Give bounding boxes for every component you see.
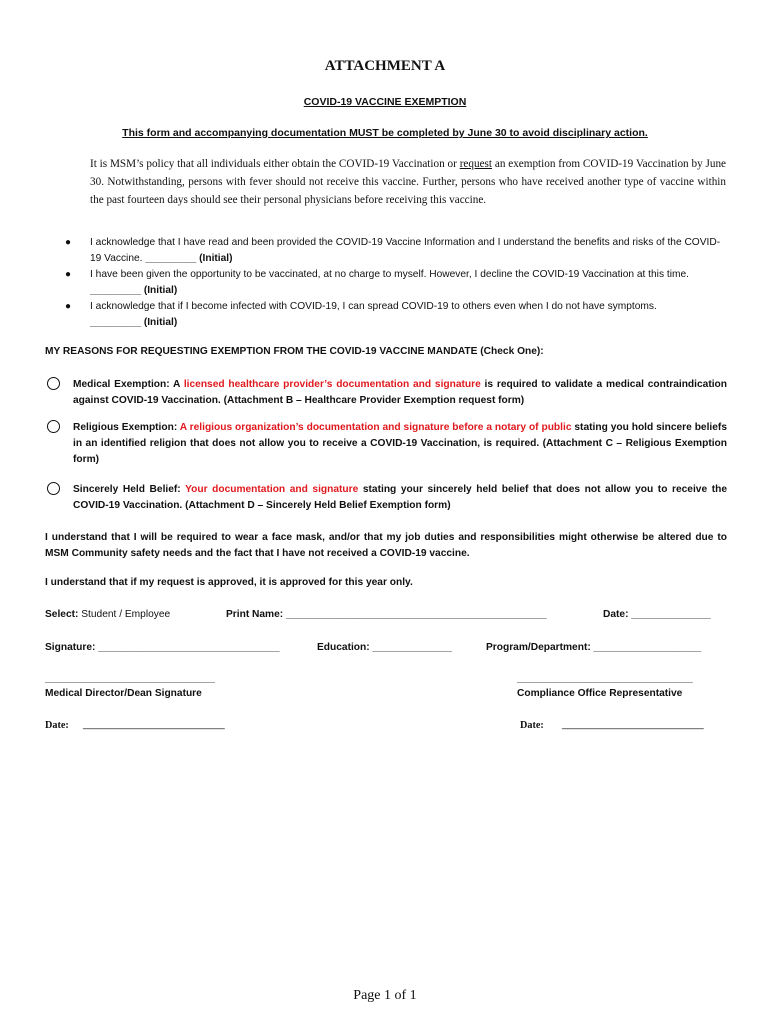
date-left-line[interactable]: _________________________ xyxy=(83,719,225,730)
reasons-heading: MY REASONS FOR REQUESTING EXEMPTION FROM THE COVID-19 VACCINE MANDATE (Check One): xyxy=(45,346,544,357)
option-label: Medical Exemption: A xyxy=(73,379,184,390)
approval-statement: I understand that if my request is approved, it is approved for this year only. xyxy=(45,577,413,588)
date-right-line[interactable]: _________________________ xyxy=(562,719,704,730)
policy-paragraph xyxy=(90,155,726,209)
compliance-signature-label: Compliance Office Representative xyxy=(517,688,683,699)
option-description: is required to validate a medical contraindication against COVID-19 Vaccination. (Attachment B – Healthcare Provider Exemption request form) xyxy=(73,379,727,406)
option-description: stating you hold sincere beliefs in an identified religion that does not allow you to receive a COVID-19 Vaccination, is required. (Attachment C – Religious Exemption form) xyxy=(73,422,727,465)
form-subtitle: COVID-19 VACCINE EXEMPTION xyxy=(303,96,467,108)
medical-exemption-option[interactable] xyxy=(45,377,727,409)
option-description: stating your sincerely held belief that does not allow you to receive the COVID-19 Vaccination. (Attachment D – Sincerely Held Belief Exemption form) xyxy=(73,484,727,511)
option-label: Sincerely Held Belief: xyxy=(73,484,186,495)
acknowledgement-list xyxy=(62,235,730,331)
education-field[interactable]: Education: ______________ xyxy=(317,642,452,653)
acknowledgement-item xyxy=(62,235,730,267)
acknowledgement-text: I have been given the opportunity to be vaccinated, at no charge to myself. However, I decline the COVID-19 Vaccination at this time. xyxy=(90,269,689,280)
radio-icon[interactable] xyxy=(47,377,60,390)
bullet-icon: ● xyxy=(65,269,72,280)
religious-exemption-option[interactable] xyxy=(45,420,727,468)
date-field[interactable]: Date: ______________ xyxy=(603,609,711,620)
bullet-icon: ● xyxy=(65,301,72,312)
initial-field[interactable]: _________ (Initial) xyxy=(90,317,178,328)
compliance-signature-line[interactable]: _______________________________ xyxy=(517,673,693,684)
date-right-label: Date: xyxy=(520,720,544,731)
select-label: Select: xyxy=(45,609,79,620)
initial-field[interactable]: _________ (Initial) xyxy=(145,253,233,264)
option-label: Religious Exemption: xyxy=(73,422,180,433)
option-requirement: Your documentation and signature xyxy=(185,484,359,495)
sincerely-held-belief-option[interactable] xyxy=(45,482,727,514)
acknowledgement-text: I acknowledge that if I become infected with COVID-19, I can spread COVID-19 to others even when I do not have symptoms. xyxy=(90,301,657,312)
bullet-icon: ● xyxy=(65,237,72,248)
dean-signature-line[interactable]: ______________________________ xyxy=(45,673,215,684)
dean-signature-label: Medical Director/Dean Signature xyxy=(45,688,202,699)
deadline-notice: This form and accompanying documentation MUST be completed by June 30 to avoid disciplinary action. xyxy=(122,127,648,139)
select-value[interactable]: Student / Employee xyxy=(81,609,171,620)
attachment-title: ATTACHMENT A xyxy=(324,58,446,74)
policy-request-word: request xyxy=(459,158,493,170)
policy-text-start: It is MSM’s policy that all individuals either obtain the COVID-19 Vaccination or xyxy=(90,158,460,170)
radio-icon[interactable] xyxy=(47,420,60,433)
acknowledgement-item xyxy=(62,299,730,331)
initial-field[interactable]: _________ (Initial) xyxy=(90,285,178,296)
mask-statement: I understand that I will be required to wear a face mask, and/or that my job duties and responsibilities might otherwise be altered due to MSM Community safety needs and the fact that I have not received a COVID-19 vaccine. xyxy=(45,532,727,559)
signature-field[interactable]: Signature: ________________________________ xyxy=(45,642,280,653)
acknowledgement-text: I acknowledge that I have read and been provided the COVID-19 Vaccine Information and I understand the benefits and risks of the COVID-19 Vaccine. xyxy=(90,237,721,264)
radio-icon[interactable] xyxy=(47,482,60,495)
program-department-field[interactable]: Program/Department: ___________________ xyxy=(486,642,702,653)
select-field[interactable] xyxy=(45,609,170,620)
acknowledgement-item xyxy=(62,267,730,299)
print-name-field[interactable]: Print Name: ______________________________________________ xyxy=(226,609,547,620)
date-left-label: Date: xyxy=(45,720,69,731)
page-number: Page 1 of 1 xyxy=(353,988,417,1003)
option-requirement: licensed healthcare provider’s documentation and signature xyxy=(183,379,481,390)
policy-text-end: an exemption from COVID-19 Vaccination by June 30. Notwithstanding, persons with fever should not receive this vaccine. Further, persons who have received another type of vaccine within the past fourteen days should see their personal physicians before receiving this vaccine. xyxy=(90,158,727,206)
option-requirement: A religious organization’s documentation and signature before a notary of public xyxy=(179,422,572,433)
